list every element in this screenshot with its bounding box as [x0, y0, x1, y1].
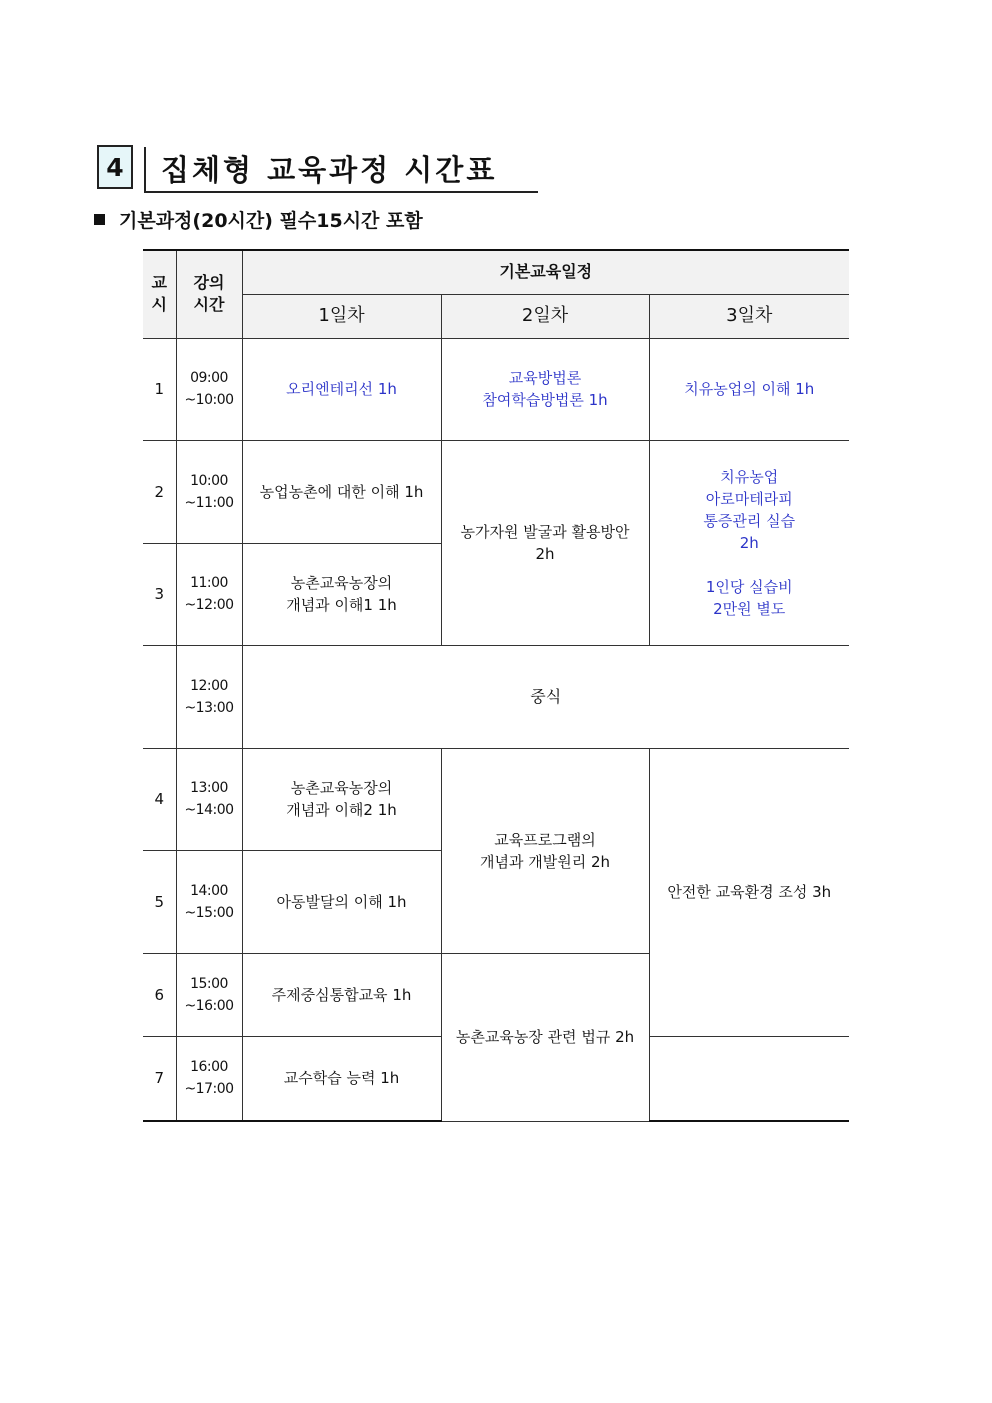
lecture-cell: 교수학습 능력 1h: [242, 1036, 441, 1121]
period-cell: 5: [143, 850, 176, 953]
header-day-1: 1일차: [242, 294, 441, 338]
title-underline: [144, 191, 538, 193]
empty-cell: [649, 1036, 849, 1121]
section-number: 4: [97, 145, 133, 189]
subtitle-text: 기본과정(20시간) 필수15시간 포함: [119, 210, 423, 232]
period-cell: 2: [143, 440, 176, 543]
header-period: 교 시: [143, 250, 176, 338]
lecture-cell: 교육프로그램의 개념과 개발원리 2h: [441, 748, 649, 953]
lecture-cell: 오리엔테리선 1h: [242, 338, 441, 440]
table-day-row: [143, 294, 849, 338]
bullet-square-icon: [94, 214, 105, 225]
period-cell: 4: [143, 748, 176, 850]
subtitle: [94, 206, 423, 233]
lecture-cell: 치유농업의 이해 1h: [649, 338, 849, 440]
time-cell: 11:00 ~12:00: [176, 543, 242, 645]
table-header-row: [143, 250, 849, 294]
table-row: [143, 440, 849, 543]
period-cell: 3: [143, 543, 176, 645]
period-cell: [143, 645, 176, 748]
header-time: 강의 시간: [176, 250, 242, 338]
lecture-cell: 치유농업 아로마테라피 통증관리 실습 2h 1인당 실습비 2만원 별도: [649, 440, 849, 645]
table-row: [143, 748, 849, 850]
time-cell: 12:00 ~13:00: [176, 645, 242, 748]
lecture-cell: 농촌교육농장의 개념과 이해2 1h: [242, 748, 441, 850]
header-day-3: 3일차: [649, 294, 849, 338]
header-schedule: 기본교육일정: [242, 250, 849, 294]
title-divider: [144, 147, 146, 192]
schedule-table: [143, 249, 849, 1122]
period-cell: 1: [143, 338, 176, 440]
period-cell: 6: [143, 953, 176, 1036]
lecture-cell: 아동발달의 이해 1h: [242, 850, 441, 953]
period-cell: 7: [143, 1036, 176, 1121]
table-row: [143, 338, 849, 440]
table-row: [143, 645, 849, 748]
lecture-cell: 주제중심통합교육 1h: [242, 953, 441, 1036]
lecture-cell: 교육방법론 참여학습방법론 1h: [441, 338, 649, 440]
section-title: 집체형 교육과정 시간표: [161, 153, 498, 187]
header-day-2: 2일차: [441, 294, 649, 338]
lecture-cell: 농가자원 발굴과 활용방안 2h: [441, 440, 649, 645]
lecture-cell: 농업농촌에 대한 이해 1h: [242, 440, 441, 543]
time-cell: 09:00 ~10:00: [176, 338, 242, 440]
lecture-cell: 농촌교육농장의 개념과 이해1 1h: [242, 543, 441, 645]
lecture-cell: 농촌교육농장 관련 법규 2h: [441, 953, 649, 1121]
time-cell: 13:00 ~14:00: [176, 748, 242, 850]
lecture-cell: 안전한 교육환경 조성 3h: [649, 748, 849, 1036]
time-cell: 15:00 ~16:00: [176, 953, 242, 1036]
time-cell: 16:00 ~17:00: [176, 1036, 242, 1121]
time-cell: 10:00 ~11:00: [176, 440, 242, 543]
lunch-cell: 중식: [242, 645, 849, 748]
time-cell: 14:00 ~15:00: [176, 850, 242, 953]
